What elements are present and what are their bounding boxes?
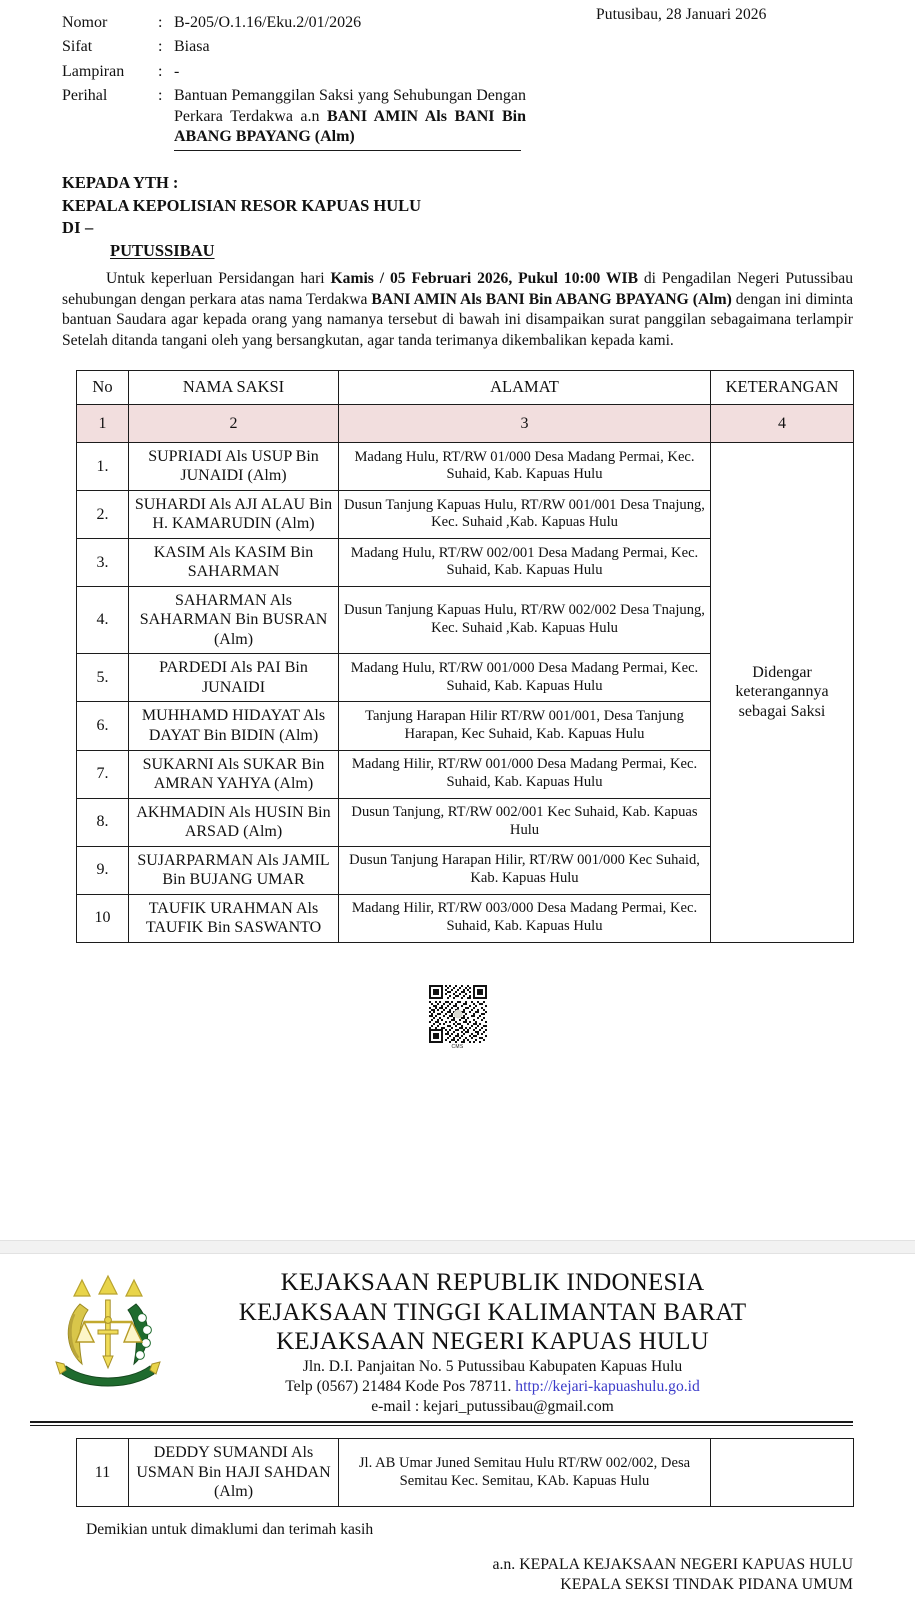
cell-no: 6. <box>77 702 129 750</box>
perihal-text-normal: Bantuan Pemanggilan Saksi yang Sehubungan Dengan Perkara Terdakwa a.n <box>174 87 526 125</box>
col-header-no: No <box>77 370 129 404</box>
body-text-3: dengan ini diminta bantuan Saudara agar kepada orang yang namanya tersebut di bawah ini disampaikan surat panggilan sebagaimana terlampir Setelah ditanda tangani oleh yang bersangkutan, agar tanda terimanya dikembalikan kepada kami. <box>62 290 853 350</box>
cell-nama: SUHARDI Als AJI ALAU Bin H. KAMARUDIN (Alm) <box>129 490 339 538</box>
letterhead-email: e-mail : kejari_putussibau@gmail.com <box>371 1398 614 1416</box>
addressee-block <box>62 172 915 263</box>
letter-body-paragraph <box>62 269 853 352</box>
cell-nama: KASIM Als KASIM Bin SAHARMAN <box>129 538 339 586</box>
cell-alamat: Dusun Tanjung Kapuas Hulu, RT/RW 001/001 Desa Tnajung, Kec. Suhaid ,Kab. Kapuas Hulu <box>339 490 711 538</box>
kejaksaan-emblem-icon <box>48 1270 168 1388</box>
meta-label-nomor: Nomor <box>62 14 108 31</box>
cell-no: 2. <box>77 490 129 538</box>
cell-alamat: Madang Hilir, RT/RW 003/000 Desa Madang Permai, Kec. Suhaid, Kab. Kapuas Hulu <box>339 894 711 942</box>
col-number-2: 2 <box>129 404 339 442</box>
letterhead-line-1: KEJAKSAAN REPUBLIK INDONESIA <box>280 1269 705 1296</box>
cell-no: 10 <box>77 894 129 942</box>
qr-code-block <box>427 985 489 1050</box>
cell-alamat: Jl. AB Umar Juned Semitau Hulu RT/RW 002/002, Desa Semitau Kec. Semitau, KAb. Kapuas Hulu <box>339 1439 711 1507</box>
cell-alamat: Dusun Tanjung Kapuas Hulu, RT/RW 002/002 Desa Tnajung, Kec. Suhaid ,Kab. Kapuas Hulu <box>339 586 711 654</box>
table-row <box>77 1439 854 1507</box>
addressee-city: PUTUSSIBAU <box>110 241 215 261</box>
meta-label-perihal: Perihal <box>62 87 108 105</box>
cell-no: 7. <box>77 750 129 798</box>
signature-block <box>0 1555 853 1596</box>
signature-line-1: a.n. KEPALA KEJAKSAAN NEGERI KAPUAS HULU <box>492 1555 853 1573</box>
letterhead-telp-text: Telp (0567) 21484 Kode Pos 78711. <box>285 1377 516 1395</box>
letterhead-divider-thin <box>30 1425 853 1426</box>
meta-label-sifat: Sifat <box>62 38 93 56</box>
witness-table-continued <box>76 1438 854 1507</box>
col-number-3: 3 <box>339 404 711 442</box>
cell-alamat: Dusun Tanjung Harapan Hilir, RT/RW 001/000 Kec Suhaid, Kab. Kapuas Hulu <box>339 846 711 894</box>
witness-table-continued-wrapper <box>76 1438 853 1507</box>
table-column-number-row <box>77 404 854 442</box>
body-hearing-datetime: Kamis / 05 Februari 2026, Pukul 10:00 WIB <box>330 269 638 287</box>
cell-no: 1. <box>77 442 129 490</box>
cell-nama: SUKARNI Als SUKAR Bin AMRAN YAHYA (Alm) <box>129 750 339 798</box>
cell-nama: SAHARMAN Als SAHARMAN Bin BUSRAN (Alm) <box>129 586 339 654</box>
cell-nama: SUPRIADI Als USUP Bin JUNAIDI (Alm) <box>129 442 339 490</box>
signature-line-2: KEPALA SEKSI TINDAK PIDANA UMUM <box>560 1576 853 1594</box>
meta-colon-sifat: : <box>158 38 163 56</box>
cell-keterangan: Didengar keterangannya sebagai Saksi <box>711 442 854 942</box>
cell-no: 9. <box>77 846 129 894</box>
cell-nama: DEDDY SUMANDI Als USMAN Bin HAJI SAHDAN (Alm) <box>129 1439 339 1507</box>
meta-value-perihal <box>174 85 526 153</box>
cell-nama: SUJARPARMAN Als JAMIL Bin BUJANG UMAR <box>129 846 339 894</box>
cell-no: 3. <box>77 538 129 586</box>
page-break-separator <box>0 1240 915 1254</box>
col-header-alamat: ALAMAT <box>339 370 711 404</box>
place-and-date: Putusibau, 28 Januari 2026 <box>596 6 767 23</box>
cell-nama: PARDEDI Als PAI Bin JUNAIDI <box>129 654 339 702</box>
table-row <box>77 442 854 490</box>
table-header-row <box>77 370 854 404</box>
letterhead-address: Jln. D.I. Panjaitan No. 5 Putussibau Kabupaten Kapuas Hulu <box>302 1357 683 1375</box>
qr-code-icon <box>429 985 487 1043</box>
meta-row-nomor <box>62 12 526 36</box>
cell-no: 11 <box>77 1439 129 1507</box>
meta-row-perihal <box>62 85 526 153</box>
meta-colon-nomor: : <box>158 14 163 31</box>
closing-statement: Demikian untuk dimaklumi dan terimah kasih <box>86 1520 374 1538</box>
perihal-underline <box>174 150 521 151</box>
meta-row-lampiran <box>62 61 526 85</box>
cell-keterangan-empty <box>711 1439 854 1507</box>
cell-no: 8. <box>77 798 129 846</box>
cell-nama: MUHHAMD HIDAYAT Als DAYAT Bin BIDIN (Alm) <box>129 702 339 750</box>
witness-table-wrapper <box>76 370 853 943</box>
meta-value-sifat: Biasa <box>174 38 210 56</box>
meta-colon-lampiran: : <box>158 62 163 80</box>
col-number-1: 1 <box>77 404 129 442</box>
letterhead-line-3: KEJAKSAAN NEGERI KAPUAS HULU <box>276 1328 709 1355</box>
meta-value-nomor: B-205/O.1.16/Eku.2/01/2026 <box>174 14 362 31</box>
meta-colon-perihal: : <box>158 87 163 105</box>
meta-row-sifat <box>62 36 526 60</box>
addressee-line-2: KEPALA KEPOLISIAN RESOR KAPUAS HULU <box>62 195 422 215</box>
letterhead <box>0 1254 915 1430</box>
qr-caption: CMS <box>451 1043 464 1050</box>
body-defendant-name: BANI AMIN Als BANI Bin ABANG BPAYANG (Alm) <box>371 290 732 308</box>
body-text-2: di Pengadilan Negeri Putussibau sehubungan dengan perkara atas nama Terdakwa <box>62 269 853 308</box>
cell-no: 4. <box>77 586 129 654</box>
cell-alamat: Tanjung Harapan Hilir RT/RW 001/001, Desa Tanjung Harapan, Kec Suhaid, Kab. Kapuas Hulu <box>339 702 711 750</box>
col-number-4: 4 <box>711 404 854 442</box>
col-header-keterangan: KETERANGAN <box>711 370 854 404</box>
letter-meta-table <box>62 12 526 154</box>
letter-header <box>0 0 915 154</box>
cell-alamat: Madang Hulu, RT/RW 002/001 Desa Madang Permai, Kec. Suhaid, Kab. Kapuas Hulu <box>339 538 711 586</box>
cell-nama: TAUFIK URAHMAN Als TAUFIK Bin SASWANTO <box>129 894 339 942</box>
letterhead-text <box>70 1268 915 1417</box>
meta-label-lampiran: Lampiran <box>62 62 125 80</box>
letterhead-line-2: KEJAKSAAN TINGGI KALIMANTAN BARAT <box>238 1298 747 1326</box>
cell-nama: AKHMADIN Als HUSIN Bin ARSAD (Alm) <box>129 798 339 846</box>
letterhead-telephone <box>70 1377 915 1397</box>
cell-alamat: Madang Hulu, RT/RW 001/000 Desa Madang Permai, Kec. Suhaid, Kab. Kapuas Hulu <box>339 654 711 702</box>
cell-alamat: Madang Hilir, RT/RW 001/000 Desa Madang Permai, Kec. Suhaid, Kab. Kapuas Hulu <box>339 750 711 798</box>
cell-alamat: Madang Hulu, RT/RW 01/000 Desa Madang Permai, Kec. Suhaid, Kab. Kapuas Hulu <box>339 442 711 490</box>
cell-alamat: Dusun Tanjung, RT/RW 002/001 Kec Suhaid, Kab. Kapuas Hulu <box>339 798 711 846</box>
addressee-line-1: KEPADA YTH : <box>62 172 179 192</box>
letterhead-website-link[interactable]: http://kejari-kapuashulu.go.id <box>515 1377 700 1395</box>
meta-value-lampiran: - <box>174 62 180 80</box>
perihal-defendant-name: BANI AMIN Als BANI Bin ABANG BPAYANG (Alm) <box>174 107 527 146</box>
addressee-line-3: DI – <box>62 218 94 238</box>
witness-table <box>76 370 854 943</box>
cell-no: 5. <box>77 654 129 702</box>
body-text-1: Untuk keperluan Persidangan hari <box>106 269 331 287</box>
letterhead-divider-thick <box>30 1421 853 1423</box>
col-header-nama: NAMA SAKSI <box>129 370 339 404</box>
